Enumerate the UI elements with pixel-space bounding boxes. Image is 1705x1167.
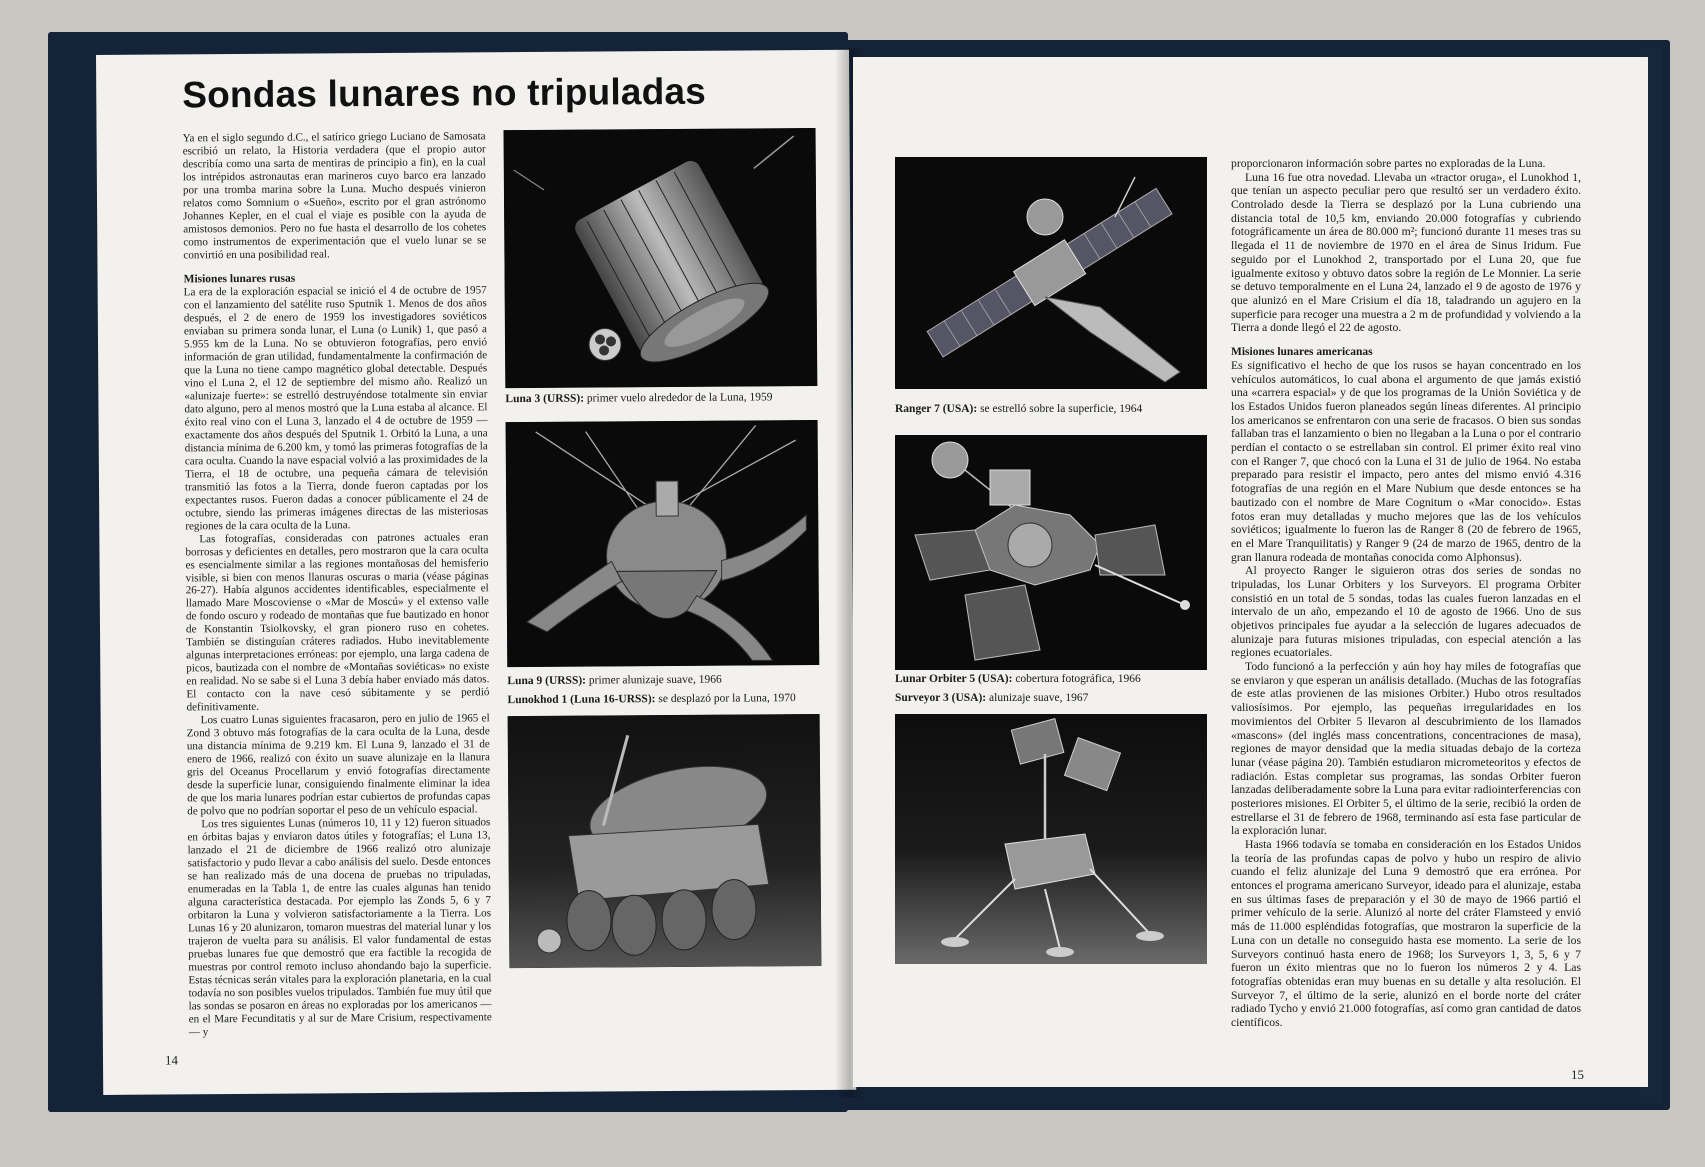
ranger-7-probe-image (895, 157, 1207, 389)
lunokhod-1-rover-image (508, 714, 822, 968)
figure-caption: Surveyor 3 (USA): alunizaje suave, 1967 (895, 692, 1089, 704)
intro-paragraph: Ya en el siglo segundo d.C., el satírico griego Luciano de Samosata escribió un relato, la Historia verdadera (que el propio autor describía como una sarta de mentiras de principio a fin), en la cual los intrépidos astronautas eran marineros cuyo barco era lanzado por una tromba marina sobre la Luna. Mucho después vinieron relatos como Somnium o «Sueño», escrito por el gran astrónomo Johannes Kepler, en el cual el viaje es posible con la ayuda de amistosos demonios. Pero no fue hasta el desarrollo de los cohetes como instrumentos de experimentación que el vuelo lunar se se convirtió en una posibilidad real. (182, 130, 487, 262)
lunar-orbiter-5-image (895, 435, 1207, 670)
left-page (96, 50, 856, 1095)
page-number-right: 15 (1571, 1067, 1584, 1082)
body-paragraph: Al proyecto Ranger le siguieron otras dos series de sondas no tripuladas, los Lunar Orbiters y los Surveyors. El programa Orbiter consistió en un total de 5 sondas, todas las cuales fueron lanzadas en el intervalo de un año, empezando el 10 de agosto de 1966. Uno de sus objetivos principales fue ayudar a la selección de lugares adecuados de alunizaje para futuras misiones tripuladas, con especial atención a las regiones ecuatoriales. (1231, 564, 1581, 660)
body-paragraph: La era de la exploración espacial se inició el 4 de octubre de 1957 con el lanzamiento del satélite ruso Sputnik 1. Menos de dos años después, el 2 de enero de 1959 los investigadores soviéticos enviaban su primera sonda lunar, el Luna (o Lunik) 1, que pasó a 5.955 km de la Luna. No se obtuvieron fotografías, pero envió información de gran utilidad, fundamentalmente la confirmación de que la Luna no tiene campo magnético global detectable. Después vino el Luna 2, el 12 de septiembre del mismo año. Realizó un «alunizaje fuerte»: se estrelló destruyéndose totalmente sin enviar dato alguno, pero al menos mostró que la Luna estaba al alcance. El éxito real vino con el Luna 3, lanzado el 4 de octubre de 1959 —exactamente dos años después del Sputnik 1. Orbitó la Luna, a una distancia mínima de 6.200 km, y tomó las primeras fotografías de la cara oculta. Cuando la nave espacial volvió a las proximidades de la Tierra, el 18 de octubre, una pequeña cámara de televisión transmitió las fotos a la Tierra, donde fueron captadas por los expectantes rusos. Fueron dadas a conocer públicamente el 24 de octubre, siendo las primeras imágenes directas de las misteriosas regiones de la cara oculta de la Luna. (183, 284, 489, 532)
section-heading-american: Misiones lunares americanas (1231, 345, 1373, 358)
luna-3-probe-image (504, 128, 818, 388)
figure-caption: Luna 9 (URSS): primer alunizaje suave, 1966 (507, 673, 722, 688)
right-text-column (1231, 157, 1581, 1030)
body-paragraph: Luna 16 fue otra novedad. Llevaba un «tractor oruga», el Lunokhod 1, que tenían un aspecto peculiar pero que resultó ser un verdadero éxito. Controlado desde la Tierra se desplazó por la Luna cubriendo una distancia total de 10,5 km, enviando 20.000 fotografías y cubriendo fotográficamente un área de 80.000 m²; funcionó durante 11 meses tras su llegada el 11 de noviembre de 1970 en el área de Sinus Iridum. Fue seguido por el Lunokhod 2, transportado por el Luna 20, que fue igualmente exitoso y obtuvo datos sobre la región de Le Monnier. La serie se detuvo temporalmente en el Luna 24, lanzado el 9 de agosto de 1976 y que alunizó en el Mare Crisium el día 18, taladrando un agujero en la superficie para recoger una muestra a 2 m de profundidad y volviendo a la Tierra a donde llegó el 22 de agosto. (1231, 170, 1581, 335)
body-paragraph: Los tres siguientes Lunas (números 10, 11 y 12) fueron situados en órbitas bajas y enviaron datos útiles y fotografías; el Luna 13, lanzado el 21 de diciembre de 1966 realizó otro alunizaje satisfactorio y pudo llevar a cabo análisis del suelo. Desde entonces se han realizado más de una docena de pruebas no tripuladas, enumeradas en la Tabla 1, de entre las cuales algunas han tenido alguna característica destacada. Por ejemplo las Zonds 5, 6 y 7 orbitaron la Luna y volvieron satisfactoriamente a la Tierra. Los Lunas 16 y 20 alunizaron, tomaron muestras del material lunar y los trajeron de vuelta para su análisis. El valor fundamental de estas pruebas lunares fue que demostró que era factible la recogida de muestras por control remoto incluso ahondando bajo la superficie. Estas técnicas serán vitales para la exploración planetaria, en la cual todavía no son posibles vuelos tripulados. También fue muy útil que las sondas se posaron en áreas no exploradas por los americanos —en el Mare Fecunditatis y al sur de Mare Crisium, respectivamente— y (187, 816, 492, 1039)
page-number-left: 14 (164, 1052, 179, 1068)
body-paragraph: Las fotografías, consideradas con patrones actuales eran borrosas y deficientes en detalles, pero mostraron que la cara oculta es esencialmente similar a las regiones montañosas del hemisferio visible, si bien con menos llanuras oscuras o maria (véase páginas 26-27). Había algunos accidentes identificables, especialmente el llamado Mare Moscoviense o «Mar de Moscú» y el extenso valle de fondo oscuro y rodeado de montañas que fue bautizado en honor de Konstantin Tsiolkovsky, el gran pionero ruso en cohetes. También se distinguían cráteres radiados. Hubo inevitablemente algunas interpretaciones erróneas: por ejemplo, una larga cadena de picos, bautizada con el nombre de «Montañas soviéticas» no existe en realidad. No se sabe si el Luna 3 debía haber enviado más datos. El contacto con la nave cesó súbitamente y se perdió definitivamente. (185, 530, 490, 714)
body-paragraph: Todo funcionó a la perfección y aún hoy hay miles de fotografías que se enviaron y que esperan un análisis detallado. (Muchas de las fotografías de este atlas provienen de las misiones Orbiter.) Hubo otros resultados valiosísimos. Por ejemplo, las pequeñas irregularidades en los movimientos del Orbiter 5 llevaron al descubrimiento de los llamados «mascons» (del inglés mass concentrations, concentraciones de masa), regiones de mayor densidad que la media situadas debajo de la corteza lunar (véase página 20). También estudiaron micrometeoritos y efectos de radiación. Estas completar sus programas, las sondas Orbiter fueron lanzadas deliberadamente sobre la Luna para evitar radiointerferencias con posteriores misiones. El Orbiter 5, el último de la serie, recibió la orden de estrellarse el 31 de febrero de 1968, terminando así esta fase particular de la exploración lunar. (1231, 660, 1581, 838)
body-paragraph: Los cuatro Lunas siguientes fracasaron, pero en julio de 1965 el Zond 3 obtuvo más fotografías de la cara oculta de la Luna, desde una distancia mínima de 9.219 km. El Luna 9, lanzado el 31 de enero de 1966, realizó con éxito un suave alunizaje en la llanura gris del Oceanus Procellarum y envió fotografías directamente desde la superficie lunar, consiguiendo finalmente eliminar la idea de que los maria lunares podrían estar cubiertos de profundas capas de polvo que no podrían soportar el peso de un vehículo espacial. (186, 712, 491, 818)
body-paragraph: proporcionaron información sobre partes no exploradas de la Luna. (1231, 157, 1546, 170)
figure-caption: Lunar Orbiter 5 (USA): cobertura fotográfica, 1966 (895, 673, 1141, 685)
body-paragraph: Es significativo el hecho de que los rusos se hayan concentrado en los vehículos automáticos, lo cual abona el argumento de que jamás existió una «carrera espacial» y de que los programas de la Unión Soviética y de los Estados Unidos fueron planeados según líneas diferentes. Al principio los americanos se enfrentaron con una serie de fracasos. O bien sus sondas fallaban tras el lanzamiento o bien no llegaban a la Luna o por el contrario perdían el contacto o se estrellaban sin control. El primer éxito real vino con el Ranger 7, que chocó con la Luna el 31 de julio de 1964. No estaba preparado para resistir el impacto, pero antes del mismo envió 4.316 fotografías de una región en el Mare Nubium que desde entonces se ha bautizado con el nombre de Mare Cognitum o «Mar conocido». Estas fotos eran muy detalladas y mucho mejores que las de los vehículos soviéticos; igualmente lo fueron las de Ranger 8 (20 de febrero de 1965, en el Mare Tranquilitatis) y Ranger 9 (24 de marzo de 1965, dentro de la gran llanura rodeada de montañas conocida como Alphonsus). (1231, 358, 1581, 564)
figure-caption: Ranger 7 (USA): se estrelló sobre la superficie, 1964 (895, 403, 1143, 415)
left-text-column (183, 130, 492, 1039)
body-paragraph: Hasta 1966 todavía se tomaba en consideración en los Estados Unidos la teoría de las profundas capas de polvo y hubo un respiro de alivio cuando el feliz alunizaje del Luna 9 demostró que era errónea. Por entonces el programa americano Surveyor, ideado para el alunizaje, estaba en sus últimas fases de preparación y el 30 de mayo de 1966 partió el primer vehículo de la serie. Alunizó al norte del cráter Flamsteed y envió más de 11.000 espléndidas fotografías, que mostraron la superficie de la Luna con un detalle no conseguido hasta ese momento. La serie de los Surveyors continuó hasta enero de 1968; los Surveyors 1, 3, 5, 6 y 7 fueron un éxito mientras que no lo fueron los números 2 y 4. Las fotografías obtenidas eran muy buenas en su detalle y alta resolución. El Surveyor 7, el último de la serie, alunizó en el borde norte del cráter radiado Tycho y envió 21.000 fotografías, así como gran cantidad de datos científicos. (1231, 838, 1581, 1029)
figure-caption: Luna 3 (URSS): primer vuelo alrededor de la Luna, 1959 (505, 391, 773, 406)
figure-caption: Lunokhod 1 (Luna 16-URSS): se desplazó por la Luna, 1970 (507, 692, 796, 707)
luna-9-lander-image (506, 420, 820, 667)
page-title: Sondas lunares no tripuladas (182, 70, 707, 116)
section-heading-russian: Misiones lunares rusas (183, 272, 296, 286)
surveyor-3-lander-image (895, 714, 1207, 964)
right-page (853, 57, 1648, 1087)
